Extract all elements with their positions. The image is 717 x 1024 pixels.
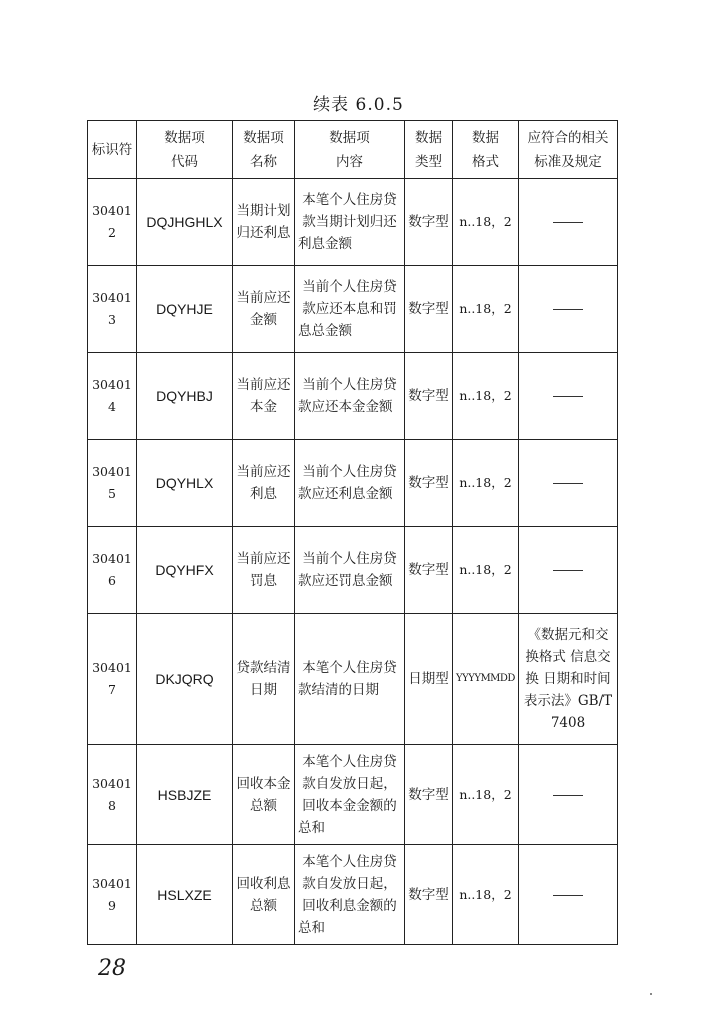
table-caption: 续表 6.0.5 [313, 95, 404, 115]
cell-identifier: 304016 [88, 527, 137, 614]
cell-code: HSBJZE [137, 745, 233, 845]
scan-speck [650, 993, 652, 995]
cell-format: n..18，2 [453, 440, 519, 527]
cell-name: 当前应还 罚息 [233, 527, 295, 614]
cell-standard: 《数据元和交换格式 信息交换 日期和时间表示法》GB/T 7408 [519, 614, 618, 745]
cell-standard [519, 845, 618, 945]
table-row [88, 527, 618, 614]
table-header-row [88, 121, 618, 179]
header-code: 数据项 代码 [137, 121, 233, 179]
header-standard: 应符合的相关 标准及规定 [519, 121, 618, 179]
data-element-table [87, 120, 618, 945]
cell-content: 本笔个人住房贷款结清的日期 [295, 614, 405, 745]
cell-identifier: 304013 [88, 266, 137, 353]
cell-format: n..18，2 [453, 353, 519, 440]
header-content: 数据项 内容 [295, 121, 405, 179]
table-row [88, 440, 618, 527]
cell-name: 当前应还 本金 [233, 353, 295, 440]
cell-content: 本笔个人住房贷款自发放日起，回收本金金额的总和 [295, 745, 405, 845]
cell-standard [519, 440, 618, 527]
cell-code: DQYHFX [137, 527, 233, 614]
cell-standard [519, 179, 618, 266]
cell-format: n..18，2 [453, 266, 519, 353]
cell-identifier: 304017 [88, 614, 137, 745]
dash-mark [553, 895, 583, 896]
cell-standard [519, 527, 618, 614]
cell-name: 当期计划 归还利息 [233, 179, 295, 266]
table-row [88, 745, 618, 845]
cell-format: n..18，2 [453, 527, 519, 614]
header-format: 数据 格式 [453, 121, 519, 179]
cell-code: HSLXZE [137, 845, 233, 945]
dash-mark [553, 222, 583, 223]
cell-identifier: 304014 [88, 353, 137, 440]
dash-mark [553, 570, 583, 571]
cell-type: 数字型 [405, 266, 453, 353]
table-row [88, 179, 618, 266]
cell-standard [519, 745, 618, 845]
cell-code: DQYHJE [137, 266, 233, 353]
cell-code: DQJHGHLX [137, 179, 233, 266]
header-name: 数据项 名称 [233, 121, 295, 179]
cell-content: 本笔个人住房贷款当期计划归还利息金额 [295, 179, 405, 266]
cell-type: 数字型 [405, 179, 453, 266]
cell-identifier: 304012 [88, 179, 137, 266]
cell-name: 回收本金 总额 [233, 745, 295, 845]
cell-content: 当前个人住房贷款应还罚息金额 [295, 527, 405, 614]
cell-type: 数字型 [405, 845, 453, 945]
cell-content: 本笔个人住房贷款自发放日起，回收利息金额的总和 [295, 845, 405, 945]
cell-identifier: 304015 [88, 440, 137, 527]
dash-mark [553, 309, 583, 310]
header-id: 标识符 [88, 121, 137, 179]
cell-type: 日期型 [405, 614, 453, 745]
header-type: 数据 类型 [405, 121, 453, 179]
cell-format: YYYYMMDD [453, 614, 519, 745]
cell-identifier: 304018 [88, 745, 137, 845]
dash-mark [553, 483, 583, 484]
cell-type: 数字型 [405, 353, 453, 440]
table-row [88, 266, 618, 353]
cell-format: n..18，2 [453, 845, 519, 945]
cell-type: 数字型 [405, 745, 453, 845]
cell-type: 数字型 [405, 527, 453, 614]
cell-name: 当前应还 利息 [233, 440, 295, 527]
cell-code: DKJQRQ [137, 614, 233, 745]
cell-name: 当前应还 金额 [233, 266, 295, 353]
table-row [88, 845, 618, 945]
cell-code: DQYHBJ [137, 353, 233, 440]
cell-content: 当前个人住房贷款应还本金金额 [295, 353, 405, 440]
cell-name: 回收利息 总额 [233, 845, 295, 945]
table-row [88, 614, 618, 745]
cell-standard [519, 353, 618, 440]
cell-format: n..18，2 [453, 745, 519, 845]
table-body [88, 179, 618, 945]
cell-name: 贷款结清 日期 [233, 614, 295, 745]
dash-mark [553, 396, 583, 397]
cell-type: 数字型 [405, 440, 453, 527]
table-row [88, 353, 618, 440]
dash-mark [553, 795, 583, 796]
cell-format: n..18，2 [453, 179, 519, 266]
cell-code: DQYHLX [137, 440, 233, 527]
cell-standard [519, 266, 618, 353]
cell-content: 当前个人住房贷款应还本息和罚息总金额 [295, 266, 405, 353]
cell-content: 当前个人住房贷款应还利息金额 [295, 440, 405, 527]
page-number: 28 [98, 956, 126, 981]
cell-identifier: 304019 [88, 845, 137, 945]
